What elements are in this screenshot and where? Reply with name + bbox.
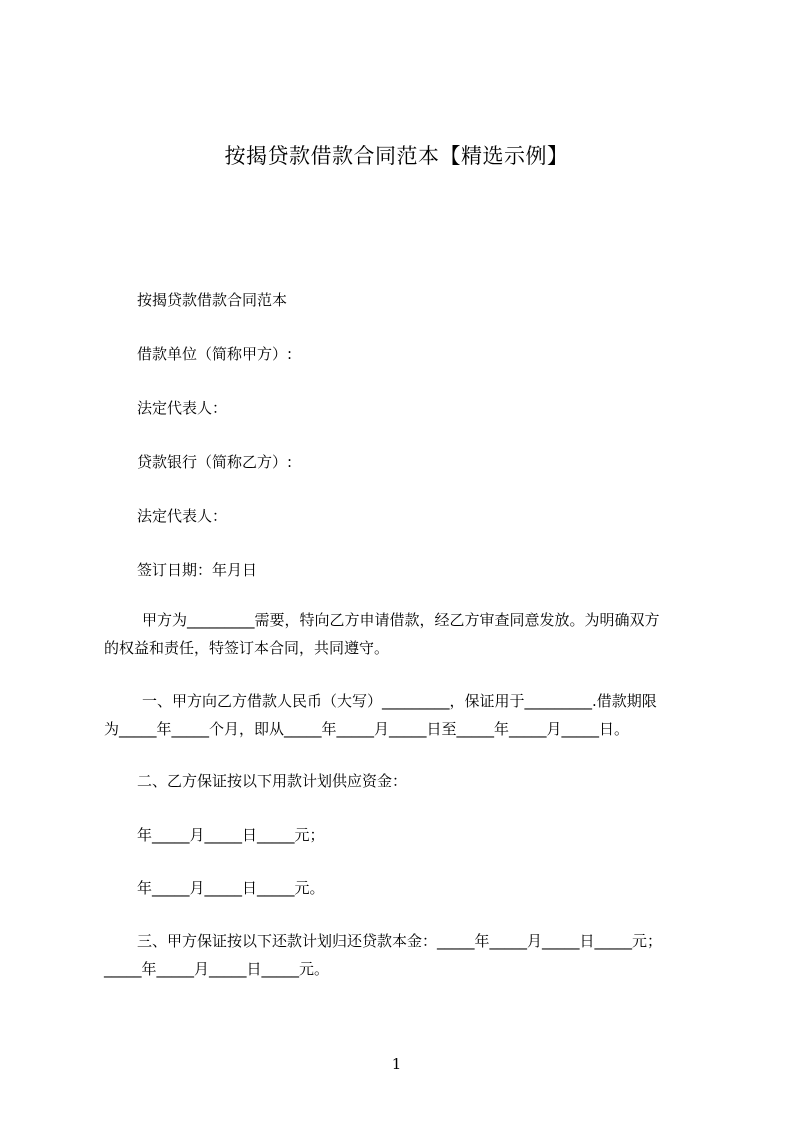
preamble-line-1: 甲方为_________需要，特向乙方申请借款，经乙方审查同意发放。为明确双方 <box>142 611 660 629</box>
clause-1-line-1: 一、甲方向乙方借款人民币（大写）_________，保证用于_________.借款期限 <box>142 692 657 710</box>
funding-schedule-item: 年_____月_____日_____元； <box>137 826 325 844</box>
clause-3-line-2: _____年_____月_____日_____元。 <box>104 960 330 978</box>
document-title: 按揭贷款借款合同范本【精选示例】 <box>224 144 569 168</box>
preamble-line-2: 的权益和责任，特签订本合同，共同遵守。 <box>104 639 390 657</box>
page-number: 1 <box>391 1055 402 1073</box>
lender-legal-rep-field: 法定代表人： <box>137 507 228 525</box>
clause-3-line-1: 三、甲方保证按以下还款计划归还贷款本金：_____年_____月_____日_____元； <box>137 932 663 950</box>
borrower-legal-rep-field: 法定代表人： <box>137 399 228 417</box>
contract-heading: 按揭贷款借款合同范本 <box>137 291 288 309</box>
funding-schedule-item: 年_____月_____日_____元。 <box>137 879 325 897</box>
borrower-field: 借款单位（简称甲方）: <box>137 345 293 363</box>
clause-1-line-2: 为_____年_____个月，即从_____年_____月_____日至_____年_____月_____日。 <box>104 720 630 738</box>
signing-date-field: 签订日期：年月日 <box>137 561 258 579</box>
clause-2-heading: 二、乙方保证按以下用款计划供应资金： <box>137 772 408 790</box>
lender-field: 贷款银行（简称乙方）: <box>137 453 293 471</box>
